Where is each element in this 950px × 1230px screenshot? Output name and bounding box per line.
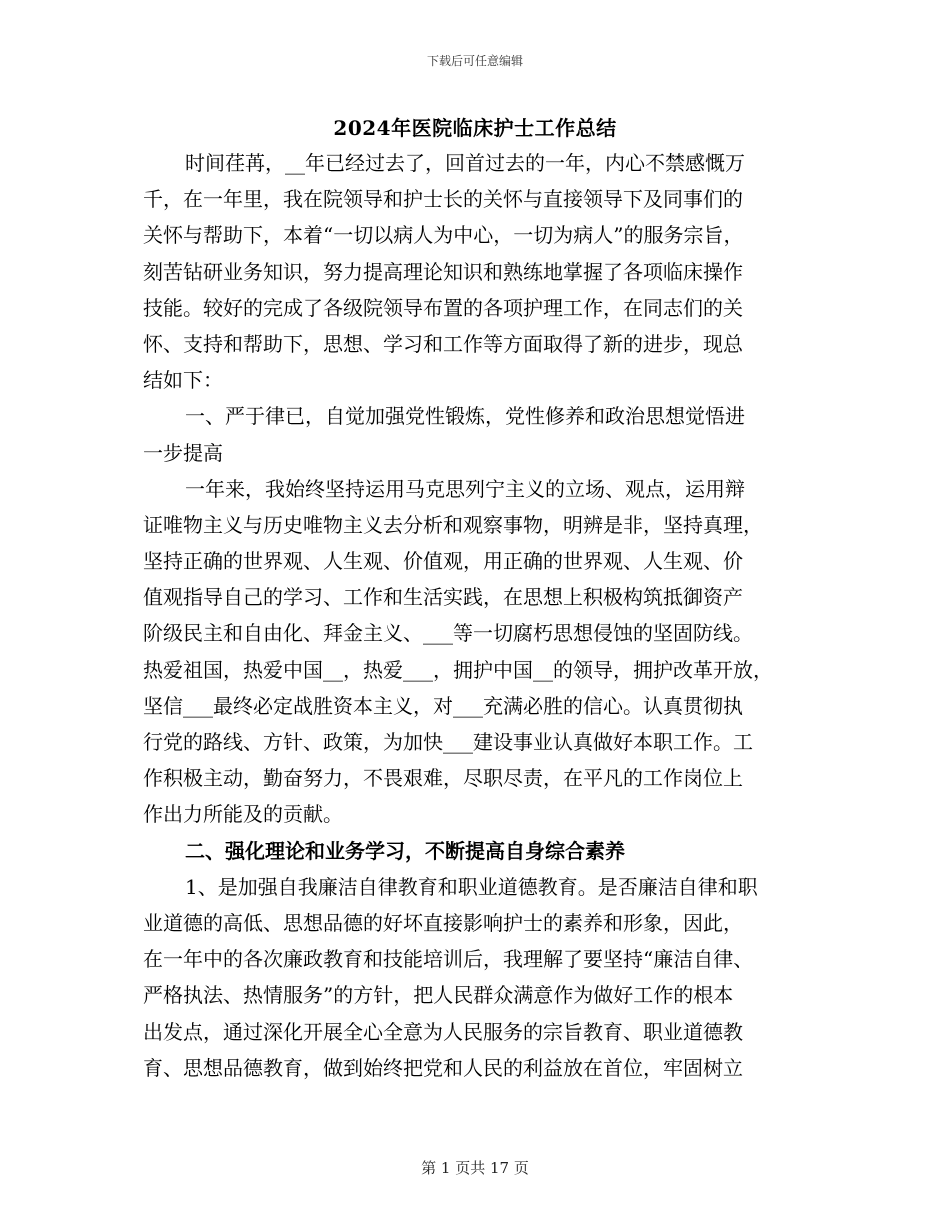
body-line: 阶级民主和自由化、拜金主义、___等一切腐朽思想侵蚀的坚固防线。 <box>143 621 753 646</box>
section-heading: 二、强化理论和业务学习，不断提高自身综合素养 <box>185 838 625 863</box>
body-line: 作积极主动，勤奋努力，不畏艰难，尽职尽责，在平凡的工作岗位上 <box>143 766 743 791</box>
page-footer: 第 1 页共 17 页 <box>421 1159 529 1177</box>
body-line: 严格执法、热情服务”的方针，把人民群众满意作为做好工作的根本 <box>143 983 734 1008</box>
body-line: 一步提高 <box>143 440 223 465</box>
body-line: 行党的路线、方针、政策，为加快___建设事业认真做好本职工作。工 <box>143 730 753 754</box>
body-line: 证唯物主义与历史唯物主义去分析和观察事物，明辨是非，坚持真理， <box>143 512 763 537</box>
body-line: 关怀与帮助下，本着“一切以病人为中心，一切为病人”的服务宗旨， <box>143 223 744 248</box>
body-line: 出发点，通过深化开展全心全意为人民服务的宗旨教育、职业道德教 <box>143 1019 743 1044</box>
body-line: 坚信___最终必定战胜资本主义，对___充满必胜的信心。认真贯彻执 <box>143 693 743 718</box>
body-line: 育、思想品德教育，做到始终把党和人民的利益放在首位，牢固树立 <box>143 1055 743 1080</box>
body-line: 千，在一年里，我在院领导和护士长的关怀与直接领导下及同事们的 <box>143 187 743 212</box>
body-line: 一年来，我始终坚持运用马克思列宁主义的立场、观点，运用辩 <box>185 476 745 501</box>
body-line: 值观指导自己的学习、工作和生活实践，在思想上积极构筑抵御资产 <box>143 585 743 610</box>
header-note: 下载后可任意编辑 <box>426 54 523 68</box>
body-line: 1、是加强自我廉洁自律教育和职业道德教育。是否廉洁自律和职 <box>185 874 758 899</box>
body-line: 技能。较好的完成了各级院领导布置的各项护理工作，在同志们的关 <box>143 295 743 320</box>
body-line: 时间荏苒，__年已经过去了，回首过去的一年，内心不禁感慨万 <box>185 151 745 175</box>
body-line: 热爱祖国，热爱中国__，热爱___，拥护中国__的领导，拥护改革开放， <box>143 657 773 682</box>
body-line: 结如下： <box>143 368 223 393</box>
document-body <box>143 145 803 1086</box>
body-line: 怀、支持和帮助下，思想、学习和工作等方面取得了新的进步，现总 <box>143 331 743 356</box>
body-line: 坚持正确的世界观、人生观、价值观，用正确的世界观、人生观、价 <box>143 549 743 574</box>
document-title: 2024年医院临床护士工作总结 <box>333 116 617 140</box>
body-line: 作出力所能及的贡献。 <box>143 802 343 827</box>
body-line: 一、严于律已，自觉加强党性锻炼，党性修养和政治思想觉悟进 <box>185 404 745 429</box>
body-line: 刻苦钻研业务知识，努力提高理论知识和熟练地掌握了各项临床操作 <box>143 259 743 284</box>
body-line: 业道德的高低、思想品德的好坏直接影响护士的素养和形象，因此， <box>143 910 743 935</box>
body-line: 在一年中的各次廉政教育和技能培训后，我理解了要坚持“廉洁自律、 <box>143 947 754 972</box>
